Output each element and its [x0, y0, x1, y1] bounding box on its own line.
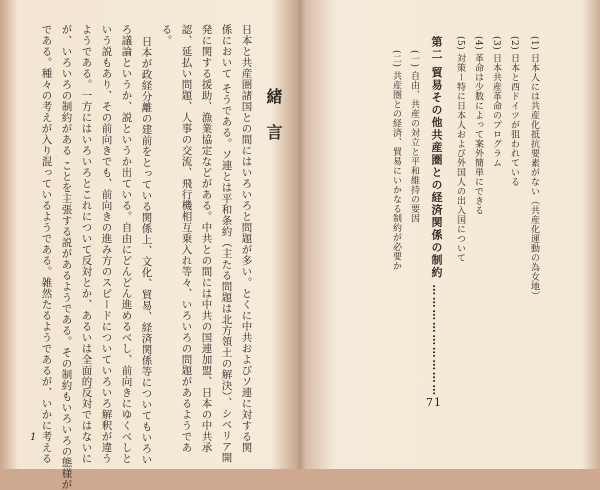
toc-text: 貿易その他共産圏との経済関係の制約	[430, 66, 443, 279]
toc-entry-4	[472, 36, 485, 215]
body-line-5: る。	[160, 24, 173, 46]
toc-entry-1	[528, 36, 541, 301]
toc-marker: (2)	[509, 36, 519, 51]
toc-marker: (3)	[491, 36, 501, 51]
toc-text: 日本人には共産化抵抗要素がない（共産化運動の為女地）	[529, 53, 539, 301]
body-line-6: 日本が政経分離の建前をとっている関係上、文化、貿易、経済関係等についてもいろい	[140, 36, 153, 465]
toc-entry-3	[490, 36, 503, 168]
page-number-right: 71	[426, 396, 442, 409]
toc-marker: (1)	[529, 36, 539, 51]
toc-text: 自由、共産の対立と平和維持の要因	[409, 70, 419, 223]
body-line-9: ようである。一方にはいろいろとこれについて反対とか、あるいは全面的反対ではないに	[80, 24, 93, 464]
body-line-11: である。種々の考えが入り混っているようである。雑然たるようであるが、いかに考える	[40, 24, 53, 464]
toc-text: 対策ー特に日本人および外国人の出入国について	[455, 53, 465, 263]
toc-marker: (二)	[391, 50, 401, 68]
right-page	[304, 0, 600, 469]
body-line-10: が、いろいろの制約がある ことを主張する説があるようである。その制約もいろいろの態様が	[60, 24, 73, 490]
toc-entry-7	[390, 50, 403, 270]
toc-leader-dots: ………………………	[430, 284, 443, 397]
toc-marker: (一)	[409, 50, 419, 68]
toc-chapter-2	[428, 36, 444, 397]
toc-entry-5	[454, 36, 467, 263]
toc-marker: 第二	[430, 36, 443, 61]
toc-text: 共産圏との経済、貿易にいかなる制約が必要か	[391, 70, 401, 271]
body-line-2: 係において そうである。ソ連とは平和条約（主たる問題は北方領土の解決）、シベリア開	[220, 24, 233, 463]
toc-text: 日本と西ドイツが狙われている	[509, 53, 519, 187]
toc-marker: (4)	[473, 36, 483, 51]
left-page	[0, 0, 296, 490]
toc-text: 革命は少数によって案外簡単にできる	[473, 53, 483, 216]
body-line-7: ろ議論というか、説というか出ている。自由にどんどん進めるべし、前向きにゆくべしと	[120, 24, 133, 464]
body-line-1: 日本と共産圏諸国との間にはいろいろと問題が多い。とくに中共およびソ連に対する関	[240, 24, 253, 453]
page-number-left: 1	[30, 432, 37, 443]
section-title: 緒言	[264, 88, 283, 160]
body-line-8: いう説もあり、その前向きでも、前向きの進み方のスピードについていろいろ解釈が違う	[100, 24, 113, 464]
toc-entry-6	[408, 50, 421, 223]
toc-entry-2	[508, 36, 521, 187]
toc-marker: (5)	[455, 36, 465, 51]
body-line-3: 発に関する援助、漁業協定などがある。中共との間には中共の国連加盟、日本の中共承	[200, 24, 213, 453]
body-line-4: 認、延払い問題、人事の交流、飛行機相互乗入れ等々、いろいろの問題があるようであ	[180, 24, 193, 453]
toc-text: 日本共産革命のプログラム	[491, 53, 501, 168]
